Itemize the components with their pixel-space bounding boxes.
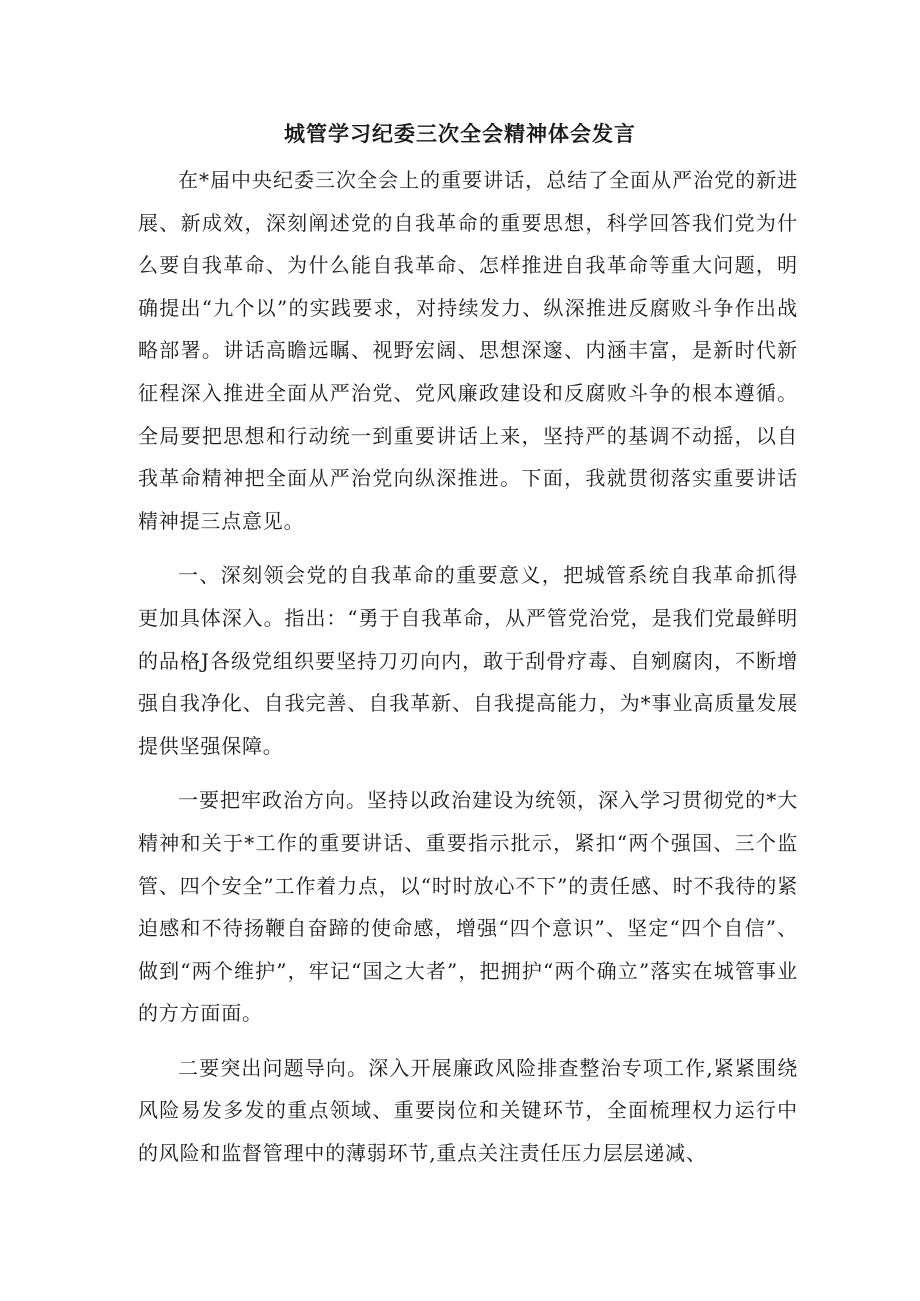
document-title: 城管学习纪委三次全会精神体会发言 <box>284 122 636 146</box>
paragraph-point-two: 二要突出问题导向。深入开展廉政风险排查整治专项工作,紧紧围绕风险易发多发的重点领域、重要岗位和关键环节，全面梳理权力运行中的风险和监督管理中的薄弱环节,重点关注责任压力层层递减、 <box>138 1055 798 1166</box>
document-body <box>138 159 798 1187</box>
paragraph-intro: 在*届中央纪委三次全会上的重要讲话，总结了全面从严治党的新进展、新成效，深刻阐述党的自我革命的重要思想，科学回答我们党为什么要自我革命、为什么能自我革命、怎样推进自我革命等重大问题，明确提出“九个以”的实践要求，对持续发力、纵深推进反腐败斗争作出战略部署。讲话高瞻远瞩、视野宏阔、思想深邃、内涵丰富，是新时代新征程深入推进全面从严治党、党风廉政建设和反腐败斗争的根本遵循。全局要把思想和行动统一到重要讲话上来，坚持严的基调不动摇，以自我革命精神把全面从严治党向纵深推进。下面，我就贯彻落实重要讲话精神提三点意见。 <box>138 168 798 533</box>
paragraph-point-one: 一要把牢政治方向。坚持以政治建设为统领，深入学习贯彻党的*大精神和关于*工作的重要讲话、重要指示批示，紧扣“两个强国、三个监管、四个安全”工作着力点，以“时时放心不下”的责任感、时不我待的紧迫感和不待扬鞭自奋蹄的使命感，增强“四个意识”、坚定“四个自信”、做到“两个维护”，牢记“国之大者”，把拥护“两个确立”落实在城管事业的方方面面。 <box>138 788 798 1026</box>
paragraph-section-one: 一、深刻领会党的自我革命的重要意义，把城管系统自我革命抓得更加具体深入。指出：“勇于自我革命，从严管党治党，是我们党最鲜明的品格J各级党组织要坚持刀刃向内，敢于刮骨疗毒、自剜腐肉，不断增强自我净化、自我完善、自我革新、自我提高能力，为*事业高质量发展提供坚强保障。 <box>138 563 798 758</box>
